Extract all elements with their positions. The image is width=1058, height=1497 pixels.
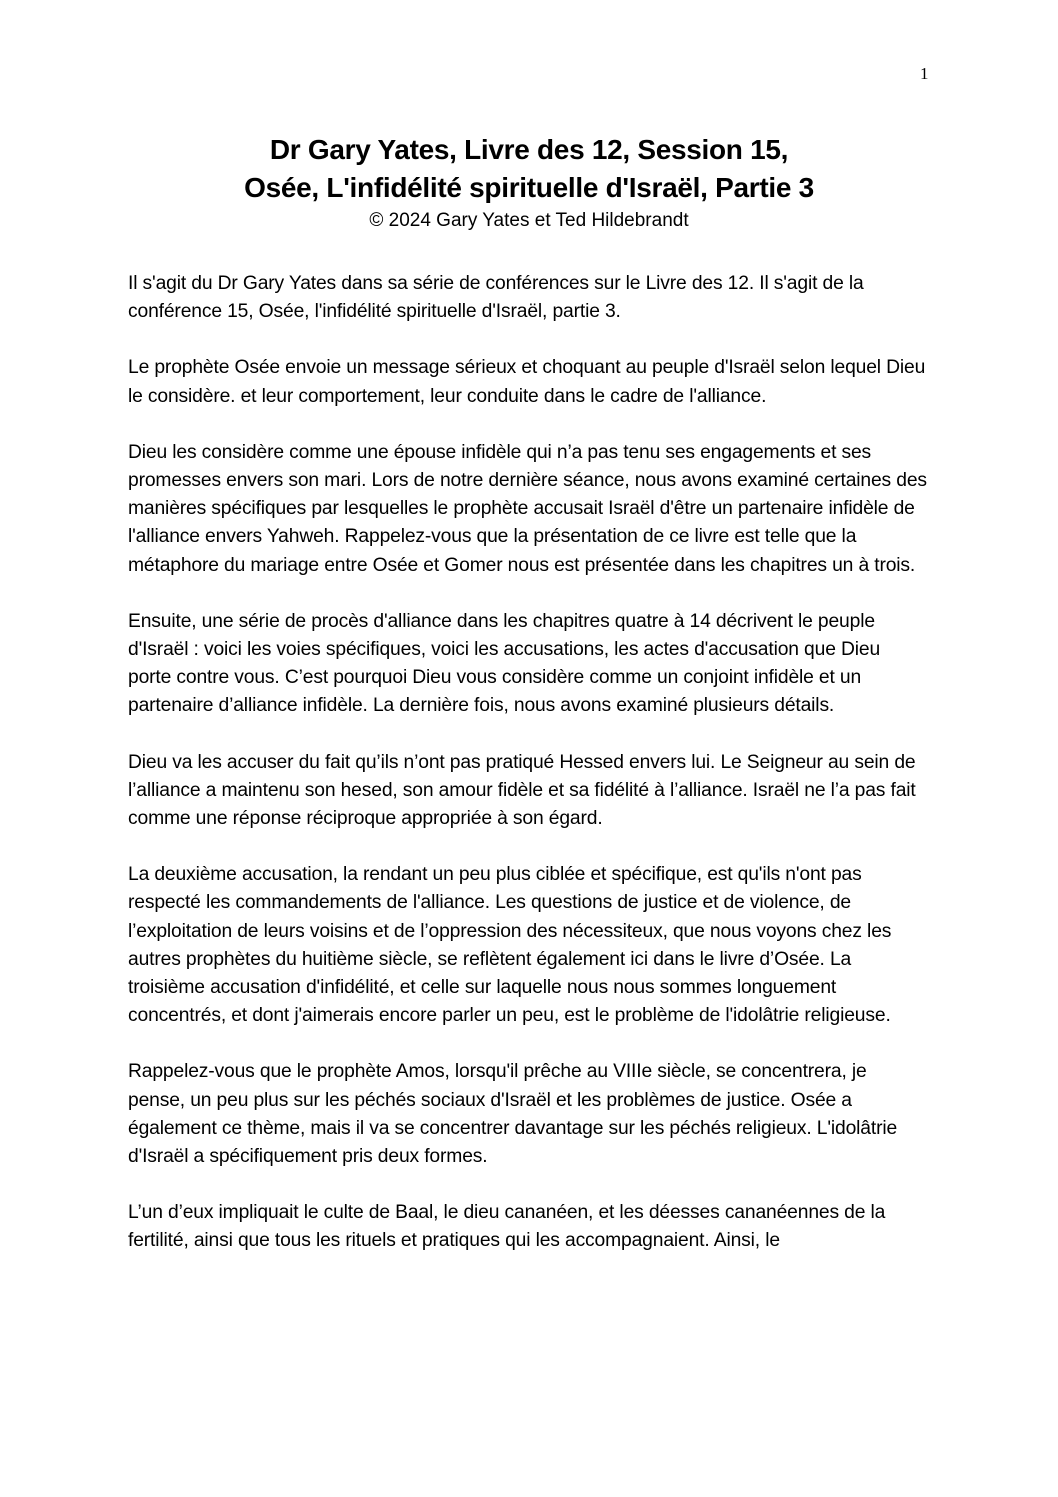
copyright-notice: © 2024 Gary Yates et Ted Hildebrandt: [369, 210, 689, 231]
document-body: [128, 270, 928, 1284]
title-line-1: Dr Gary Yates, Livre des 12, Session 15,: [269, 134, 789, 165]
paragraph: Dieu va les accuser du fait qu’ils n’ont pas pratiqué Hessed envers lui. Le Seigneur au sein de l’alliance a maintenu son hesed, son amour fidèle et sa fidélité à l’alliance. Israël ne l’a pas fait comme une réponse réciproque appropriée à son égard.: [128, 751, 916, 830]
paragraph: Le prophète Osée envoie un message sérieux et choquant au peuple d'Israël selon lequel Dieu le considère. et leur comportement, leur conduite dans le cadre de l'alliance.: [128, 357, 926, 407]
paragraph: Dieu les considère comme une épouse infidèle qui n’a pas tenu ses engagements et ses promesses envers son mari. Lors de notre dernière séance, nous avons examiné certaines des manières spécifiques par lesquelles le prophète accusait Israël d'être un partenaire infidèle de l'alliance envers Yahweh. Rappelez-vous que la présentation de ce livre est telle que la métaphore du mariage entre Osée et Gomer nous est présentée dans les chapitres un à trois.: [128, 441, 927, 576]
paragraph: Il s'agit du Dr Gary Yates dans sa série de conférences sur le Livre des 12. Il s'agit de la conférence 15, Osée, l'infidélité spirituelle d'Israël, partie 3.: [128, 273, 864, 323]
title-line-2: Osée, L'infidélité spirituelle d'Israël, Partie 3: [244, 172, 814, 203]
document-header: [0, 131, 1058, 234]
paragraph: L’un d’eux impliquait le culte de Baal, le dieu cananéen, et les déesses cananéennes de la fertilité, ainsi que tous les rituels et pratiques qui les accompagnaient. Ainsi, le: [128, 1202, 886, 1252]
paragraph: La deuxième accusation, la rendant un peu plus ciblée et spécifique, est qu'ils n'ont pas respecté les commandements de l'alliance. Les questions de justice et de violence, de l’exploitation de leurs voisins et de l’oppression des nécessiteux, que nous voyons chez les autres prophètes du huitième siècle, se reflètent également ici dans le livre d’Osée. La troisième accusation d'infidélité, et celle sur laquelle nous nous sommes longuement concentrés, et dont j'aimerais encore parler un peu, est le problème de l'idolâtrie religieuse.: [128, 864, 892, 1027]
paragraph: Rappelez-vous que le prophète Amos, lorsqu'il prêche au VIIIe siècle, se concentrera, je pense, un peu plus sur les péchés sociaux d'Israël et les problèmes de justice. Osée a également ce thème, mais il va se concentrer davantage sur les péchés religieux. L'idolâtrie d'Israël a spécifiquement pris deux formes.: [128, 1061, 898, 1168]
paragraph: Ensuite, une série de procès d'alliance dans les chapitres quatre à 14 décrivent le peuple d'Israël : voici les voies spécifiques, voici les accusations, les actes d'accusation que Dieu porte contre vous. C’est pourquoi Dieu vous considère comme un conjoint infidèle et un partenaire d’alliance infidèle. La dernière fois, nous avons examiné plusieurs détails.: [128, 610, 881, 717]
page-number: 1: [920, 64, 929, 83]
